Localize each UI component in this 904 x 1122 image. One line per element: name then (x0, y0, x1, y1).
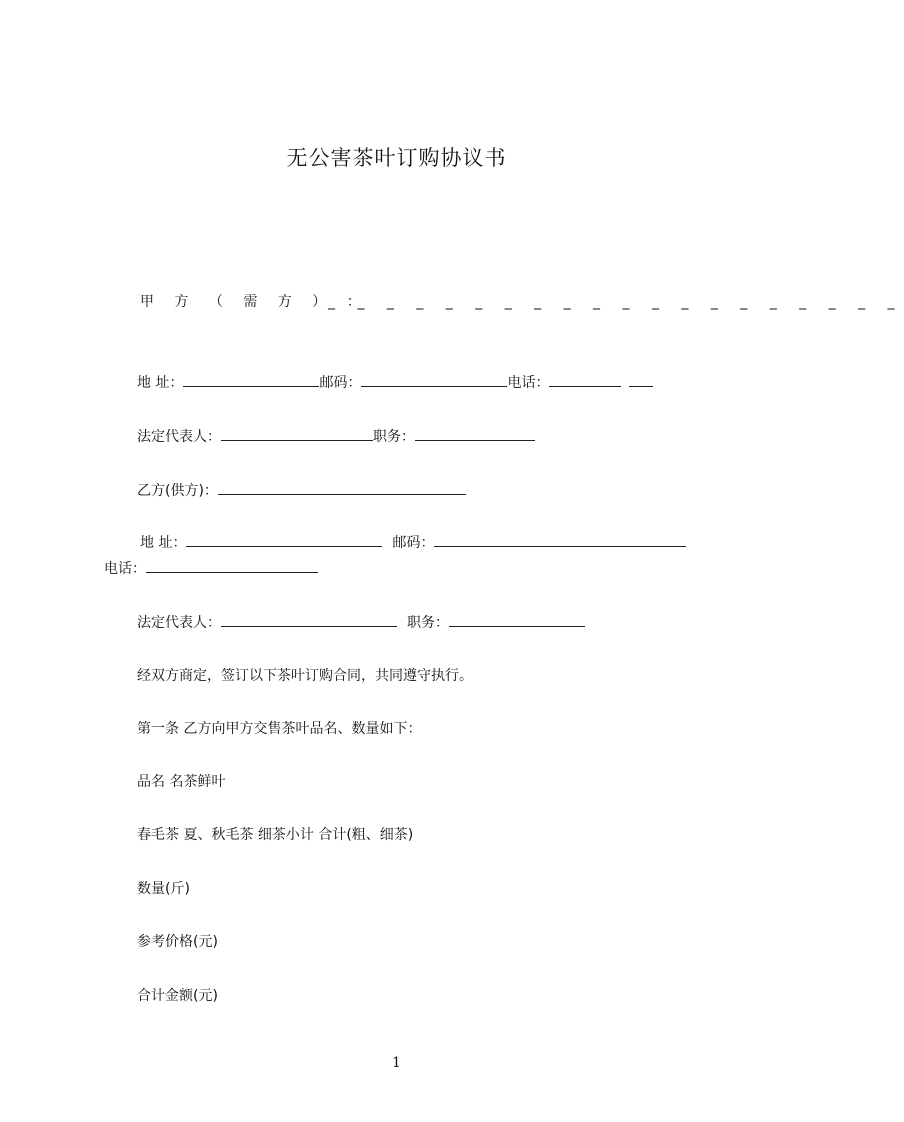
party-a-rep-row (137, 426, 535, 447)
article-1: 第一条 乙方向甲方交售茶叶品名、数量如下： (137, 721, 422, 737)
a-address-blank (183, 372, 319, 387)
a-position-label: 职务： (373, 429, 415, 445)
b-legal-rep-blank (221, 612, 397, 627)
a-legal-rep-blank (221, 426, 373, 441)
a-phone-label: 电话： (507, 375, 550, 391)
price-row: 参考价格(元) (137, 934, 218, 950)
b-position-label: 职务： (407, 615, 449, 631)
document-title: 无公害茶叶订购协议书 (286, 146, 507, 170)
party-a-blank: _ _ _ _ _ _ _ _ _ _ _ _ _ _ _ _ _ _ _ _ (328, 294, 904, 310)
page-number: 1 (392, 1055, 401, 1071)
a-position-blank (415, 426, 535, 441)
a-phone-blank-extra (629, 372, 653, 387)
b-position-blank (449, 612, 585, 627)
party-b-phone-row (104, 558, 318, 579)
a-postcode-label: 邮码： (319, 375, 362, 391)
party-b-label: 乙方(供方)： (137, 483, 218, 499)
quantity-row: 数量(斤) (137, 881, 190, 897)
b-address-label: 地 址： (140, 535, 187, 551)
b-address-blank (186, 532, 382, 547)
intro-paragraph: 经双方商定，签订以下茶叶订购合同，共同遵守执行。 (137, 668, 473, 684)
a-postcode-blank (361, 372, 507, 387)
party-a-contact-row (137, 372, 653, 393)
party-b-row (137, 480, 466, 501)
amount-row: 合计金额(元) (137, 988, 218, 1004)
a-phone-blank (549, 372, 621, 387)
party-a-label: 甲 方 （ 需 方 ） ： (140, 294, 369, 310)
a-legal-rep-label: 法定代表人： (137, 429, 221, 445)
b-legal-rep-label: 法定代表人： (137, 615, 221, 631)
b-phone-label: 电话： (104, 561, 146, 577)
b-postcode-blank (434, 532, 686, 547)
b-postcode-label: 邮码： (392, 535, 435, 551)
item-types-row: 春毛茶 夏、秋毛茶 细茶小计 合计(粗、细茶) (137, 827, 414, 843)
a-address-label: 地 址： (137, 375, 184, 391)
b-phone-blank (146, 558, 318, 573)
party-b-rep-row (137, 612, 585, 633)
item-name-row: 品名 名茶鲜叶 (137, 774, 226, 790)
party-b-address-row (140, 532, 686, 553)
party-b-blank (218, 480, 466, 495)
